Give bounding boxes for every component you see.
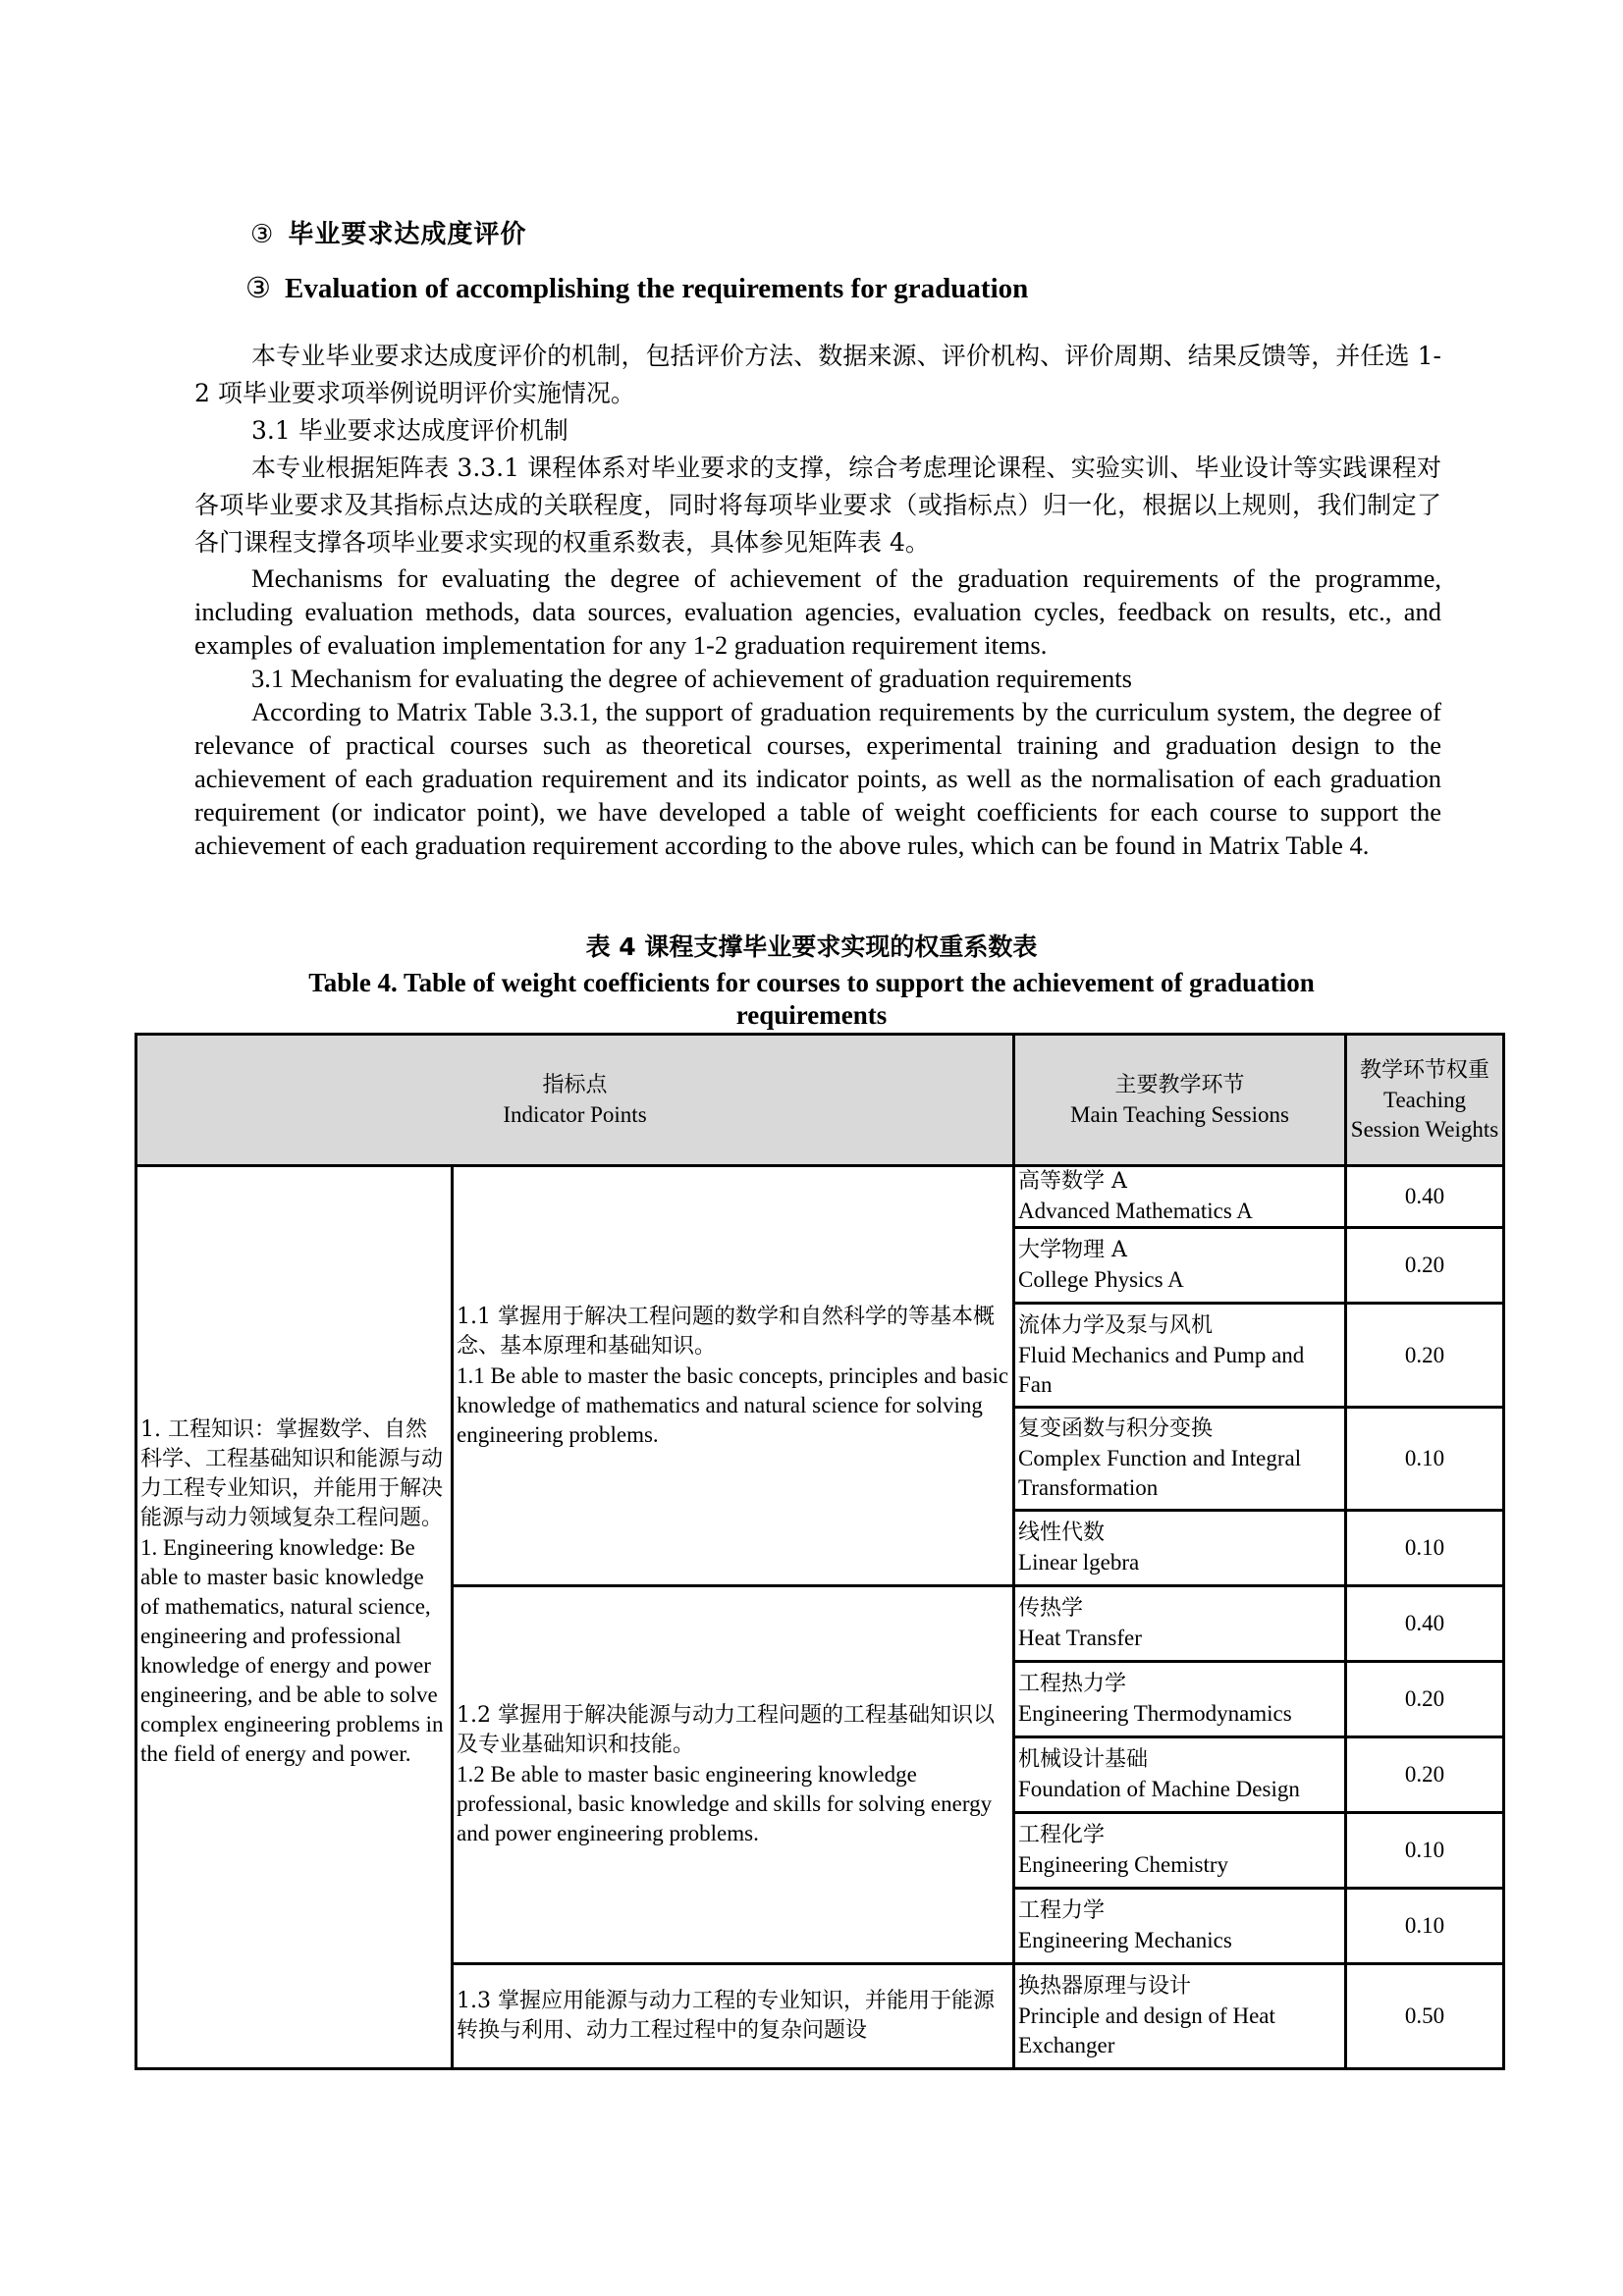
course-name-en: Engineering Thermodynamics [1018, 1701, 1292, 1726]
course-name-en: Principle and design of Heat Exchanger [1018, 2003, 1275, 2057]
indicator-text-cn: 1.2 掌握用于解决能源与动力工程问题的工程基础知识以及专业基础知识和技能。 [457, 1703, 995, 1757]
course-name-en: Complex Function and Integral Transformation [1018, 1446, 1302, 1500]
header-indicator-en: Indicator Points [503, 1101, 647, 1127]
session-weight-cell: 0.20 [1346, 1228, 1504, 1304]
requirement-text-cn: 1. 工程知识：掌握数学、自然科学、工程基础知识和能源与动力工程专业知识，并能用于解决能源与动力领域复杂工程问题。 [140, 1417, 444, 1530]
teaching-session-cell [1014, 1408, 1346, 1511]
teaching-session-cell [1014, 1228, 1346, 1304]
paragraph-cn: 本专业根据矩阵表 3.3.1 课程体系对毕业要求的支撑，综合考虑理论课程、实验实训、毕业设计等实践课程对各项毕业要求及其指标点达成的关联程度，同时将每项毕业要求（或指标点）归一化，根据以上规则，我们制定了各门课程支撑各项毕业要求实现的权重系数表，具体参见矩阵表 4。 [194, 454, 1441, 557]
indicator-point-cell [453, 1586, 1014, 1964]
session-weight-cell: 0.40 [1346, 1166, 1504, 1228]
course-name-cn: 传热学 [1018, 1596, 1084, 1621]
course-name-en: Engineering Mechanics [1018, 1928, 1232, 1952]
session-weight-cell: 0.20 [1346, 1662, 1504, 1737]
course-name-en: Heat Transfer [1018, 1626, 1142, 1650]
indicator-text-en: 1.1 Be able to master the basic concepts, principles and basic knowledge of mathematics and natural science for solving engineering problems. [457, 1362, 1009, 1447]
session-weight-cell: 0.10 [1346, 1889, 1504, 1964]
teaching-session-cell [1014, 1813, 1346, 1889]
course-name-en: Advanced Mathematics A [1018, 1199, 1253, 1223]
english-paragraphs [194, 561, 1441, 862]
course-name-cn: 换热器原理与设计 [1018, 1974, 1192, 1999]
session-weight-cell: 0.20 [1346, 1304, 1504, 1408]
course-name-cn: 线性代数 [1018, 1521, 1106, 1545]
header-session-weights [1346, 1035, 1504, 1166]
teaching-session-cell [1014, 1889, 1346, 1964]
paragraph-cn-subheading: 3.1 毕业要求达成度评价机制 [251, 416, 568, 445]
course-name-cn: 工程热力学 [1018, 1672, 1127, 1696]
course-name-cn: 高等数学 A [1018, 1169, 1127, 1194]
course-name-en: Fluid Mechanics and Pump and Fan [1018, 1342, 1305, 1397]
session-weight-cell: 0.10 [1346, 1813, 1504, 1889]
course-name-en: Engineering Chemistry [1018, 1852, 1229, 1877]
teaching-session-cell [1014, 1511, 1346, 1586]
course-name-cn: 大学物理 A [1018, 1238, 1127, 1262]
course-name-cn: 复变函数与积分变换 [1018, 1416, 1214, 1441]
paragraph-en: According to Matrix Table 3.3.1, the support of graduation requirements by the curriculum system, the degree of relevance of practical courses such as theoretical courses, experimental training and graduation design to the achievement of each graduation requirement and its indicator points, as well as the normalisation of each graduation requirement (or indicator point), we have developed a table of weight coefficients for each course to support the achievement of each graduation requirement according to the above rules, which can be found in Matrix Table 4. [194, 697, 1441, 860]
circled-number-icon: ③ [250, 220, 275, 249]
table-body [136, 1166, 1504, 2069]
section-heading-en [245, 271, 1028, 305]
header-teaching-sessions [1014, 1035, 1346, 1166]
session-weight-cell: 0.10 [1346, 1408, 1504, 1511]
course-name-en: Linear lgebra [1018, 1550, 1140, 1575]
session-weight-cell: 0.20 [1346, 1737, 1504, 1813]
teaching-session-cell [1014, 1166, 1346, 1228]
header-indicator-cn: 指标点 [542, 1072, 608, 1097]
session-weight-cell: 0.40 [1346, 1586, 1504, 1662]
table-caption-cn: 表 4 课程支撑毕业要求实现的权重系数表 [585, 933, 1038, 961]
circled-number-icon: ③ [245, 271, 271, 304]
graduation-requirement-cell [136, 1166, 453, 2069]
table-caption-en: Table 4. Table of weight coefficients for courses to support the achievement of graduation requirements [308, 968, 1315, 1030]
indicator-point-cell [453, 1166, 1014, 1586]
course-name-cn: 流体力学及泵与风机 [1018, 1312, 1214, 1338]
section-heading-cn [250, 214, 526, 250]
teaching-session-cell [1014, 1662, 1346, 1737]
course-name-cn: 工程化学 [1018, 1823, 1106, 1847]
indicator-text-en: 1.2 Be able to master basic engineering knowledge professional, basic knowledge and skills for solving energy and power engineering problems. [457, 1762, 993, 1845]
course-name-en: Foundation of Machine Design [1018, 1777, 1300, 1801]
header-session-en: Main Teaching Sessions [1070, 1101, 1289, 1127]
paragraph-en-subheading: 3.1 Mechanism for evaluating the degree of achievement of graduation requirements [251, 664, 1132, 693]
table-header-row [136, 1035, 1504, 1166]
section-heading-cn-text: 毕业要求达成度评价 [288, 220, 527, 249]
indicator-text-cn: 1.3 掌握应用能源与动力工程的专业知识，并能用于能源转换与利用、动力工程过程中的复杂问题设 [457, 1989, 995, 2043]
session-weight-cell: 0.10 [1346, 1511, 1504, 1586]
section-heading-en-text: Evaluation of accomplishing the requirements for graduation [285, 273, 1029, 304]
teaching-session-cell [1014, 1586, 1346, 1662]
chinese-paragraphs [194, 338, 1441, 561]
header-session-cn: 主要教学环节 [1114, 1072, 1245, 1097]
teaching-session-cell [1014, 1737, 1346, 1813]
teaching-session-cell [1014, 1964, 1346, 2069]
indicator-point-cell [453, 1964, 1014, 2069]
table-row [136, 1166, 1504, 1228]
course-name-cn: 机械设计基础 [1018, 1747, 1149, 1772]
course-name-en: College Physics A [1018, 1267, 1184, 1292]
teaching-session-cell [1014, 1304, 1346, 1408]
weight-coefficient-table [135, 1033, 1505, 2070]
indicator-text-cn: 1.1 掌握用于解决工程问题的数学和自然科学的等基本概念、基本原理和基础知识。 [457, 1304, 995, 1359]
paragraph-cn: 本专业毕业要求达成度评价的机制，包括评价方法、数据来源、评价机构、评价周期、结果反馈等，并任选 1-2 项毕业要求项举例说明评价实施情况。 [194, 342, 1441, 407]
course-name-cn: 工程力学 [1018, 1898, 1106, 1923]
header-weight-cn: 教学环节权重 [1360, 1057, 1490, 1083]
header-weight-en: Teaching Session Weights [1350, 1087, 1499, 1142]
header-indicator-points [136, 1035, 1014, 1166]
session-weight-cell: 0.50 [1346, 1964, 1504, 2069]
paragraph-en: Mechanisms for evaluating the degree of achievement of the graduation requirements of the programme, including evaluation methods, data sources, evaluation agencies, evaluation cycles, feedback on results, etc., and examples of evaluation implementation for any 1-2 graduation requirement items. [194, 563, 1441, 660]
requirement-text-en: 1. Engineering knowledge: Be able to master basic knowledge of mathematics, natural science, engineering and professional knowledge of energy and power engineering, and be able to solve complex engineering problems in the field of energy and power. [140, 1535, 444, 1766]
